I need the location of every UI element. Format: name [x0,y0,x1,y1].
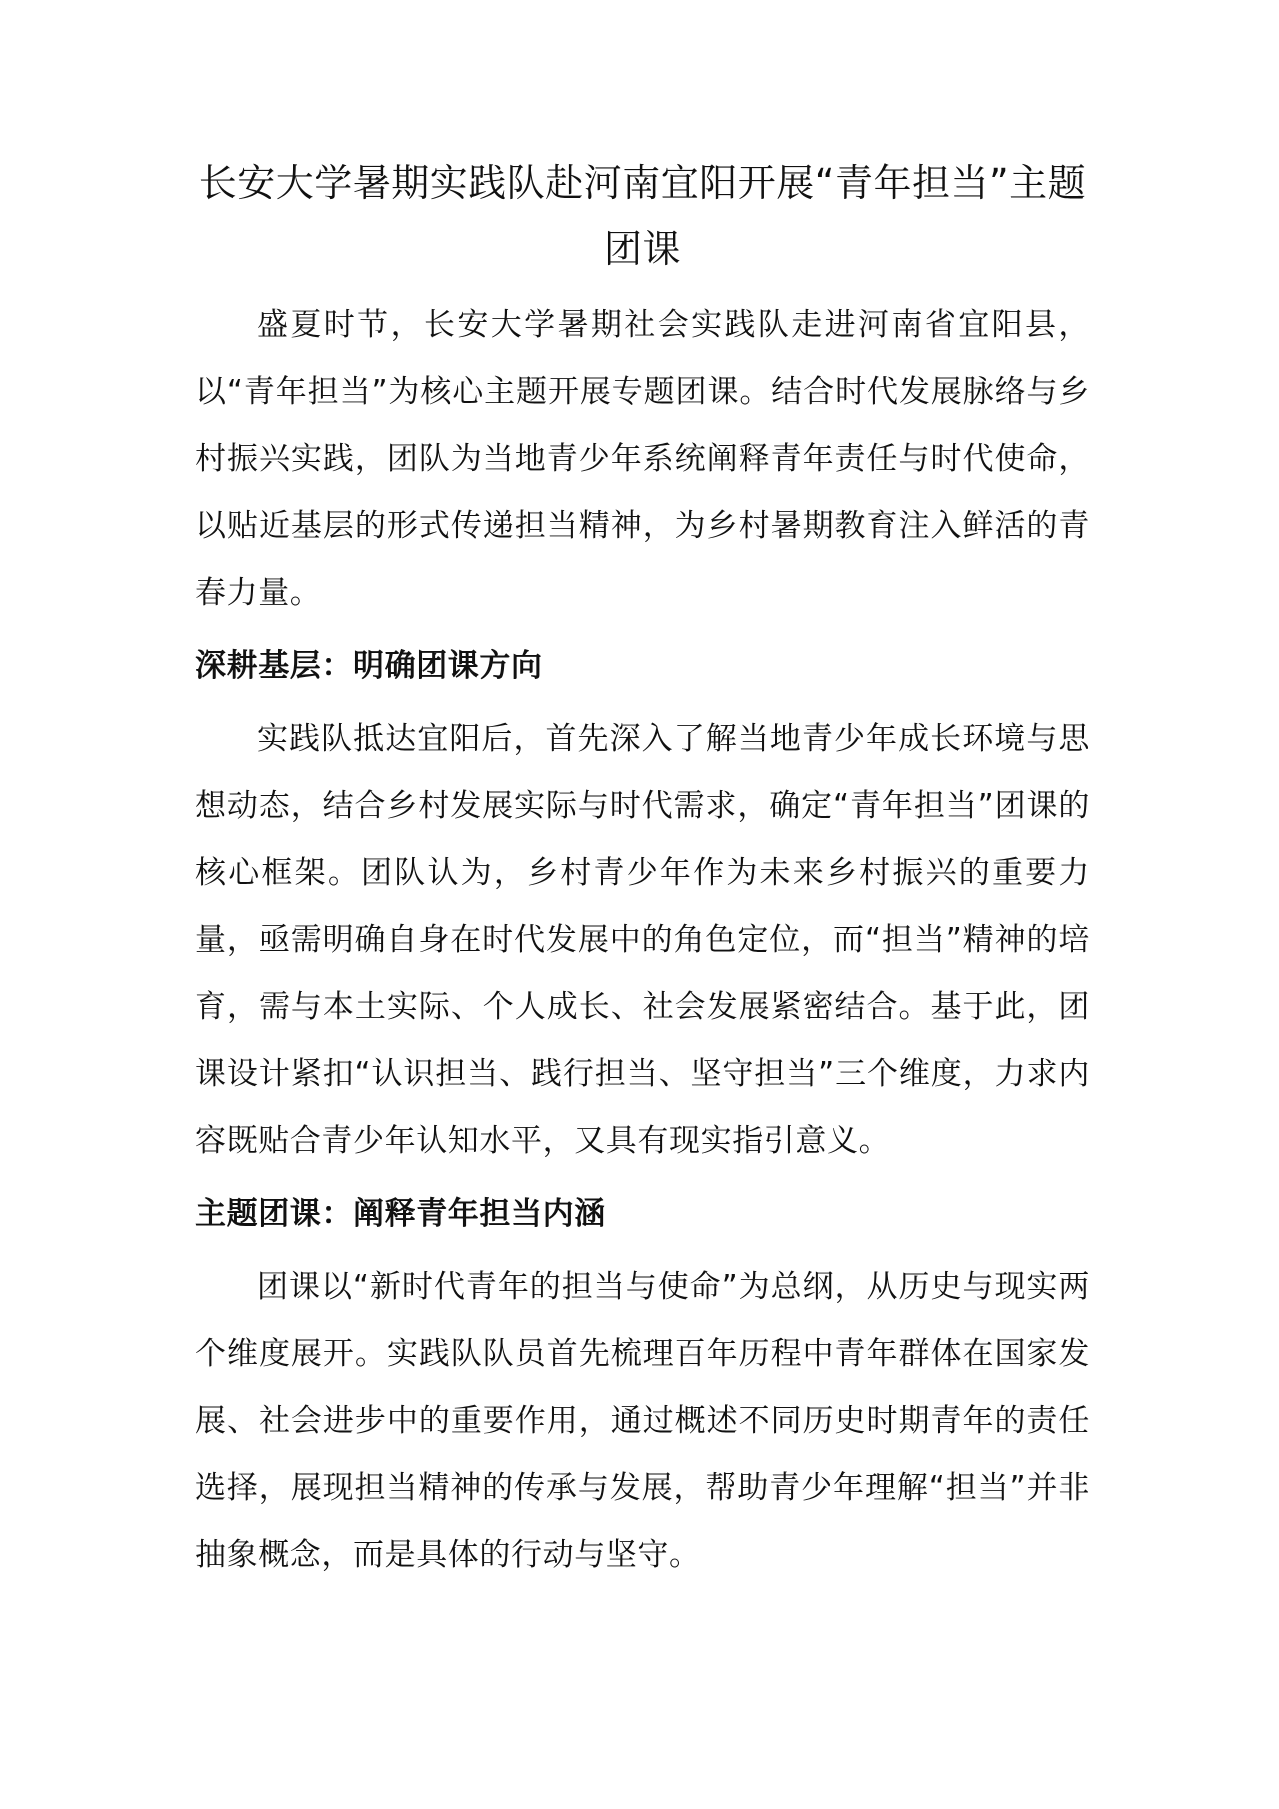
section-heading-grassroots: 深耕基层：明确团课方向 [195,648,543,684]
section-paragraph-theme-lesson: 团课以“新时代青年的担当与使命”为总纲，从历史与现实两个维度展开。实践队队员首先梳理百年历程中青年群体在国家发展、社会进步中的重要作用，通过概述不同历史时期青年的责任选择，展现担当精神的传承与发展，帮助青少年理解“担当”并非抽象概念，而是具体的行动与坚守。 [195,1269,1090,1573]
section-heading-theme-lesson: 主题团课：阐释青年担当内涵 [195,1196,606,1232]
spacer [195,282,1090,292]
document-page [195,150,1090,1589]
document-title: 长安大学暑期实践队赴河南宜阳开展“青年担当”主题团课 [198,161,1087,271]
section-paragraph-grassroots: 实践队抵达宜阳后，首先深入了解当地青少年成长环境与思想动态，结合乡村发展实际与时代需求，确定“青年担当”团课的核心框架。团队认为，乡村青少年作为未来乡村振兴的重要力量，亟需明确自身在时代发展中的角色定位，而“担当”精神的培育，需与本土实际、个人成长、社会发展紧密结合。基于此，团课设计紧扣“认识担当、践行担当、坚守担当”三个维度，力求内容既贴合青少年认知水平，又具有现实指引意义。 [195,721,1090,1159]
intro-paragraph: 盛夏时节，长安大学暑期社会实践队走进河南省宜阳县，以“青年担当”为核心主题开展专题团课。结合时代发展脉络与乡村振兴实践，团队为当地青少年系统阐释青年责任与时代使命，以贴近基层的形式传递担当精神，为乡村暑期教育注入鲜活的青春力量。 [195,307,1090,611]
